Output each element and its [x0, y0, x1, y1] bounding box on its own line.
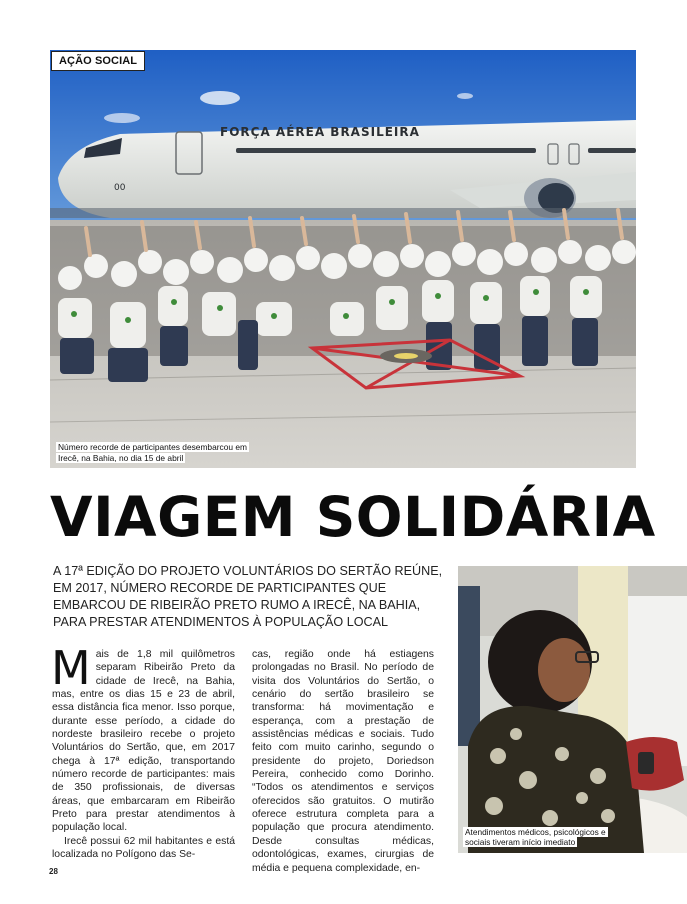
article-deck: A 17ª EDIÇÃO DO PROJETO VOLUNTÁRIOS DO SERTÃO REÚNE, EM 2017, NÚMERO RECORDE DE PARTICIPANTES QUE EMBARCOU DE RIBEIRÃO PRETO RUMO A IRECÊ, NA BAHIA, PARA PRESTAR ATENDIMENTOS À POPULAÇÃO LOCAL [53, 564, 443, 629]
section-tag: AÇÃO SOCIAL [51, 51, 145, 71]
article-paragraph [51, 641, 235, 835]
plane-number: 00 [114, 183, 126, 193]
article-paragraph: Irecê possui 62 mil habitantes e está localizada no Polígono das Se- [52, 835, 235, 861]
article-column-2 [252, 648, 434, 875]
plane-lettering: FORÇA AÉREA BRASILEIRA [220, 125, 420, 139]
article-paragraph: cas, região onde há estiagens prolongadas no Brasil. No período de visita dos Voluntários do Sertão, o cenário do sertão brasileiro se transforma: há movimentação e esperança, com a prestação de assistências médicas e sociais. Tudo feito com muito carinho, segundo o presidente do projeto, Doriedson Pereira, conhecido como Dorinho. “Todos os atendimentos e serviços oferecidos são gratuitos. O mutirão oferece estrutura completa para a população que procura atendimento. Desde consultas médicas, odontológicas, exames, cirurgias de média e pequena complexidade, en- [252, 649, 434, 874]
article-headline: VIAGEM SOLIDÁRIA [50, 485, 656, 549]
side-photo [458, 566, 687, 853]
article-column-1 [51, 641, 235, 862]
medical-care-photo [458, 566, 687, 853]
hero-caption [56, 442, 256, 463]
side-photo-caption [463, 827, 623, 848]
side-caption-text: Atendimentos médicos, psicológicos e sociais tiveram início imediato [465, 827, 606, 848]
hero-photo [50, 50, 636, 468]
paragraph-text: ais de 1,8 mil quilômetros separam Ribeirão Preto da cidade de Irecê, na Bahia, mas, entre os dias 15 e 23 de abril, essa distância fica menor. Isso porque, durante esse período, a cidade do nordeste brasileiro recebe o projeto Voluntários do Sertão, que, em 2017 chega à 17ª edição, transportando número recorde de participantes: mais de 350 profissionais, de diversas áreas, que embarcaram em Ribeirão Preto para prestar atendimentos à população local. [52, 649, 235, 834]
airport-group-photo [50, 50, 636, 468]
page-number: 28 [49, 867, 58, 876]
drop-cap: M [51, 641, 91, 695]
hero-caption-text: Número recorde de participantes desembarcou em Irecê, na Bahia, no dia 15 de abril [58, 442, 247, 463]
